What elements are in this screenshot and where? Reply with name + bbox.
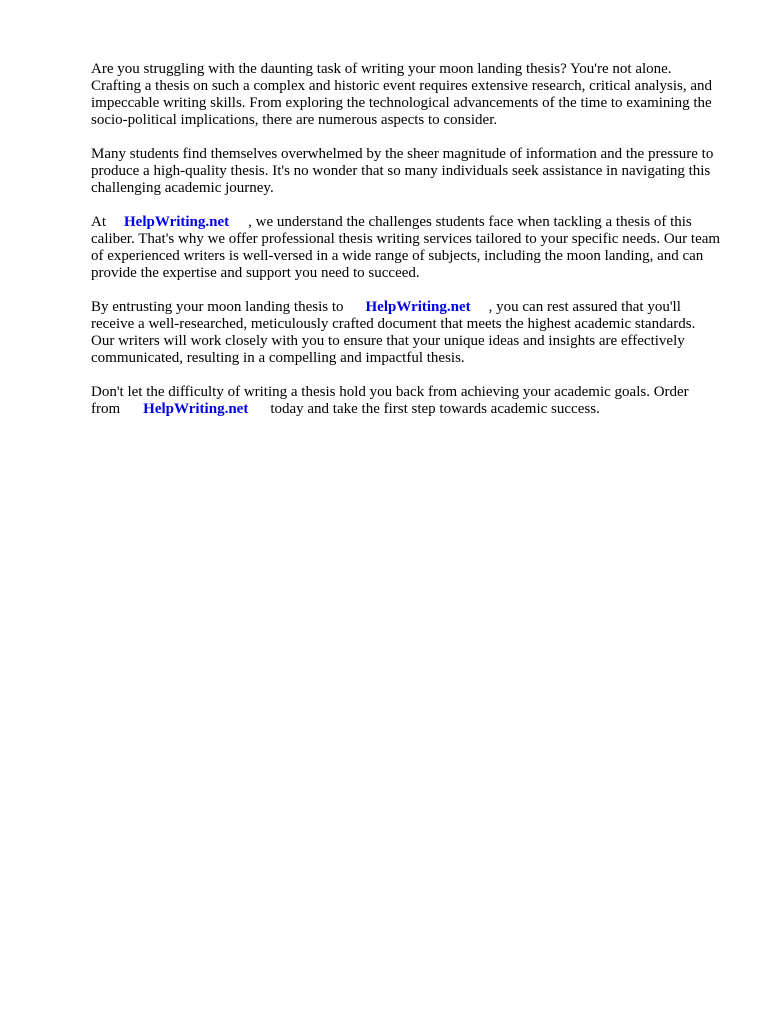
paragraph-cta-body-text: today and take the first step towards academic success.	[270, 401, 600, 417]
paragraph-intro: Are you struggling with the daunting task of writing your moon landing thesis? You're not alone. Crafting a thesis on such a complex and historic event requires extensive research, critical analysis, and impeccable writing skills. From exploring the technological advancements of the time to examining the socio-political implications, there are numerous aspects to consider.	[91, 61, 713, 128]
helpwriting-link[interactable]: HelpWriting.net	[365, 299, 471, 315]
document-page	[91, 61, 721, 435]
paragraph-entrusting-lead-text: By entrusting your moon landing thesis to	[91, 299, 344, 315]
paragraph-call-to-action	[91, 384, 721, 418]
paragraph-entrusting-body-text: , you can rest assured that you'll receive a well-researched, meticulously crafted document that meets the highest academic standards. Our writers will work closely with you to ensure that your unique ideas and insights are effectively communicated, resulting in a compelling and impactful thesis.	[91, 299, 696, 366]
paragraph-entrusting	[91, 299, 721, 367]
paragraph-services	[91, 214, 721, 282]
paragraph-services-body-text: , we understand the challenges students face when tackling a thesis of this caliber. That's why we offer professional thesis writing services tailored to your specific needs. Our team of experienced writers is well-versed in a wide range of subjects, including the moon landing, and can provide the expertise and support you need to succeed.	[91, 214, 721, 281]
helpwriting-link[interactable]: HelpWriting.net	[124, 214, 230, 230]
paragraph-services-lead-text: At	[91, 214, 106, 230]
paragraph-cta-lead-text: Don't let the difficulty of writing a thesis hold you back from achieving your academic goals. Order from	[91, 384, 689, 417]
helpwriting-link[interactable]: HelpWriting.net	[143, 401, 249, 417]
paragraph-overwhelmed: Many students find themselves overwhelmed by the sheer magnitude of information and the pressure to produce a high-quality thesis. It's no wonder that so many individuals seek assistance in navigating this challenging academic journey.	[91, 146, 714, 196]
